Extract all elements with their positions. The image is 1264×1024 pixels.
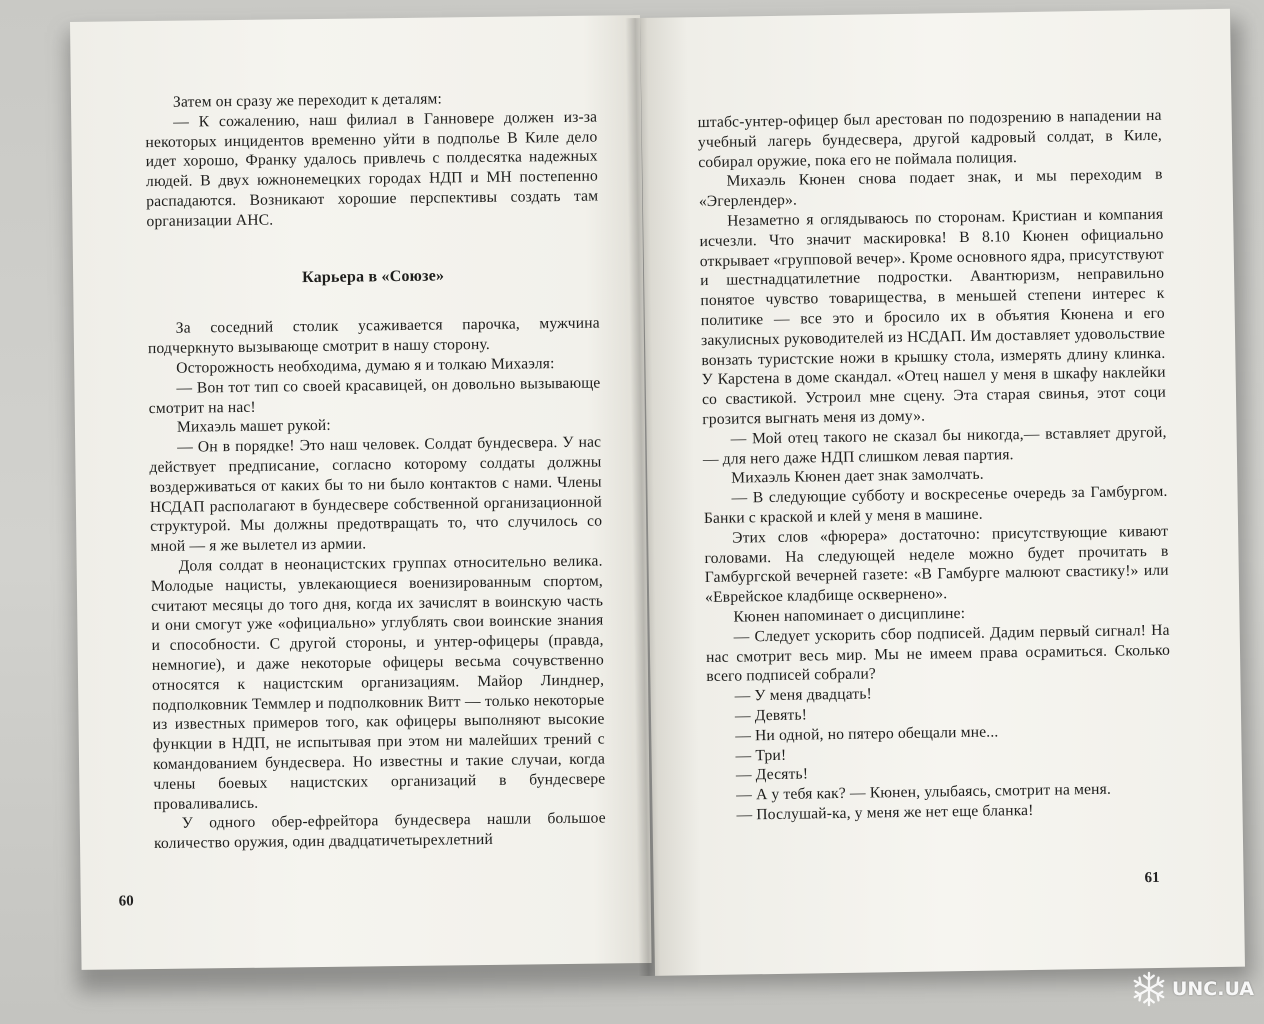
right-page-text bbox=[698, 106, 1173, 826]
right-paragraph: — Девять! bbox=[734, 706, 808, 725]
right-page bbox=[640, 9, 1245, 976]
snowflake-icon bbox=[1130, 970, 1168, 1008]
left-page-text bbox=[145, 88, 606, 854]
right-paragraph: — Ни одной, но пятеро обещали мне... bbox=[735, 723, 999, 745]
left-page bbox=[70, 15, 652, 970]
left-paragraph: За соседний столик усаживается парочка, мужчина подчеркнуто вызывающе смотрит в нашу сторону. bbox=[147, 314, 600, 358]
right-paragraph: штабс-унтер-офицер был арестован по подозрению в нападении на учебный лагерь бундесвера, другой кадровый солдат, в Киле, собирал оружие, пока его не поймала полиция. bbox=[697, 106, 1163, 171]
right-paragraph: Кюнен напоминает о дисциплине: bbox=[733, 604, 966, 626]
left-paragraph: Затем он сразу же переходит к деталям: bbox=[172, 90, 443, 111]
right-paragraph: Михаэль Кюнен дает знак замолчать. bbox=[731, 466, 984, 487]
right-paragraph: — У меня двадцать! bbox=[734, 685, 873, 705]
watermark-text: UNC.UA bbox=[1171, 978, 1254, 1000]
right-paragraph: Михаэль Кюнен снова подает знак, и мы переходим в «Эгерлендер». bbox=[698, 166, 1163, 211]
right-paragraph: — Послушай-ка, у меня же нет еще бланка! bbox=[736, 801, 1034, 824]
left-paragraph: — Он в порядке! Это наш человек. Солдат бундесвера. У нас действует предписание, согласно которому солдаты должны воздерживаться от каких бы то ни было контактов с нами. Члены НСДАП располагают в бундесвере собственной организационной структурой. Мы должны предотвращать то, что случилось со мной — я же вылетел из армии. bbox=[149, 433, 603, 556]
left-paragraph: Осторожность необходима, думаю я и толкаю Михаэля: bbox=[176, 355, 555, 377]
right-paragraph: — В следующие субботу и воскресенье очередь за Гамбургом. Банки с краской и клей у меня в машине. bbox=[703, 482, 1168, 527]
watermark bbox=[1130, 970, 1254, 1008]
page-number-left: 60 bbox=[118, 893, 134, 910]
right-paragraph: — А у тебя как? — Кюнен, улыбаясь, смотрит на меня. bbox=[736, 780, 1112, 804]
left-paragraph: Доля солдат в неонацистских группах относительно велика. Молодые нацисты, увлекающиеся военизированным спортом, считают месяцы до того дня, когда их зачислят в воинскую часть и они смогут уже «официально» углублять свои воинские знания и способности. С другой стороны, и унтер-офицеры (правда, немногие), и даже некоторые офицеры весьма сочувственно относятся к нацистским организациям. Майор Линднер, подполковник Теммлер и подполковник Витт — только некоторые из известных примеров того, как офицеры выполняют высокие функции в НДП, не испытывая при этом ни малейших трений с командованием бундесвера. Но известны и такие случаи, когда члены боевых нацистских организаций в бундесвере проваливались. bbox=[150, 552, 606, 813]
left-paragraph: — К сожалению, наш филиал в Ганновере должен из-за некоторых инцидентов временно уйти в подполье В Киле дело идет хорошо, Франку удалось привлечь с полдесятка надежных людей. В двух южнонемецких городах НДП и МН постепенно распадаются. Возникают хорошие перспективы создать там организации АНС. bbox=[145, 108, 599, 230]
right-paragraph: — Десять! bbox=[735, 765, 809, 784]
page-number-right: 61 bbox=[1144, 869, 1160, 887]
right-paragraph: — Мой отец такого не сказал бы никогда,— вставляет другой,— для него даже НДП слишком левая партия. bbox=[702, 423, 1167, 468]
right-paragraph: Этих слов «фюрера» достаточно: присутствующие кивают головами. На следующей неделе можно будет прочитать в Гамбургской вечерней газете: «В Гамбурге малюют свастику!» или «Еврейское кладбище осквернено». bbox=[704, 522, 1169, 607]
right-paragraph: Незаметно я оглядываюсь по сторонам. Кристиан и компания исчезли. Что значит маскировка! В 8.10 Кюнен официально открывает «групповой вечер». Кроме основного ядра, присутствуют и шестнадцатилетние подростки. Авантюризм, неправильно понятое чувство товарищества, в меньшей степени интерес к политике — все это и бросило их в объятия Кюнена и его закулисных руководителей из НСДАП. Им доставляет удовольствие вонзать туристские ножи в крышку стола, измерять длину клинка. У Карстена в доме скандал. «Отец нашел у меня в шкафу наклейки со свастикой. Устроил мне сцену. Эта старая свинья, этот соци грозится выгнать меня из дому». bbox=[699, 205, 1167, 429]
right-paragraph: — Следует ускорить сбор подписей. Дадим первый сигнал! На нас смотрит весь мир. Мы не имеем права осрамиться. Сколько всего подписей собрали? bbox=[705, 621, 1171, 686]
right-paragraph: — Три! bbox=[735, 746, 787, 765]
left-paragraph: Михаэль машет рукой: bbox=[176, 417, 331, 437]
section-heading: Карьера в «Союзе» bbox=[301, 267, 445, 286]
left-paragraph: У одного обер-ефрейтора бундесвера нашли большое количество оружия, один двадцатичетырехлетний bbox=[153, 809, 606, 853]
left-paragraph: — Вон тот тип со своей красавицей, он довольно вызывающе смотрит на нас! bbox=[148, 374, 601, 417]
